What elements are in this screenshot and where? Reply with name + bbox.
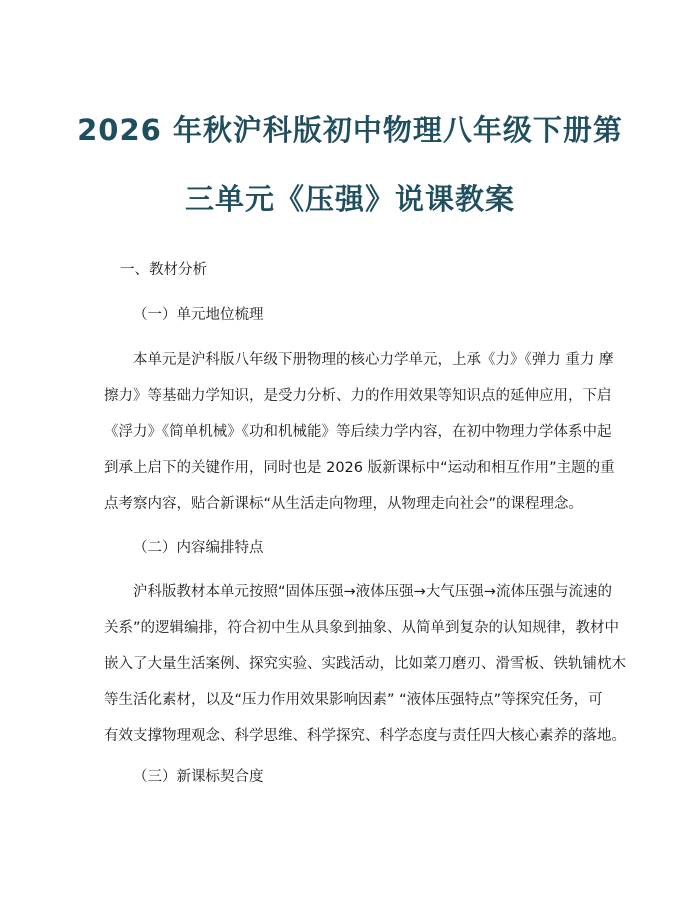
paragraph-line: 到承上启下的关键作用，同时也是 2026 版新课标中“运动和相互作用”主题的重 xyxy=(104,460,615,476)
paragraph-line: 擦力》等基础力学知识，是受力分析、力的作用效果等知识点的延伸应用，下启 xyxy=(104,388,612,404)
paragraph-line: 关系”的逻辑编排，符合初中生从具象到抽象、从简单到复杂的认知规律，教材中 xyxy=(104,620,620,636)
paragraph-line: 点考察内容，贴合新课标“从生活走向物理，从物理走向社会”的课程理念。 xyxy=(104,496,584,512)
paragraph-line: 有效支撑物理观念、科学思维、科学探究、科学态度与责任四大核心素养的落地。 xyxy=(104,728,626,744)
paragraph-line: 嵌入了大量生活案例、探究实验、实践活动，比如菜刀磨刃、滑雪板、铁轨铺枕木 xyxy=(104,656,626,672)
paragraph-line: 沪科版教材本单元按照“固体压强→液体压强→大气压强→流体压强与流速的 xyxy=(133,584,612,600)
paragraph-line: 本单元是沪科版八年级下册物理的核心力学单元，上承《力》《弹力 重力 摩 xyxy=(133,352,614,368)
paragraph-line: 等生活化素材，以及“压力作用效果影响因素” “液体压强特点”等探究任务，可 xyxy=(104,692,603,708)
subsection-heading-curriculum-alignment: （三）新课标契合度 xyxy=(133,769,264,785)
paragraph-line: 《浮力》《简单机械》《功和机械能》等后续力学内容，在初中物理力学体系中起 xyxy=(104,424,612,440)
document-title-line-2: 三单元《压强》说课教案 xyxy=(184,182,515,216)
section-heading-textbook-analysis: 一、教材分析 xyxy=(120,262,207,278)
subsection-heading-unit-position: （一）单元地位梳理 xyxy=(133,307,264,323)
subsection-heading-content-arrangement: （二）内容编排特点 xyxy=(133,540,264,556)
document-title-line-1: 2026 年秋沪科版初中物理八年级下册第 xyxy=(77,113,623,147)
